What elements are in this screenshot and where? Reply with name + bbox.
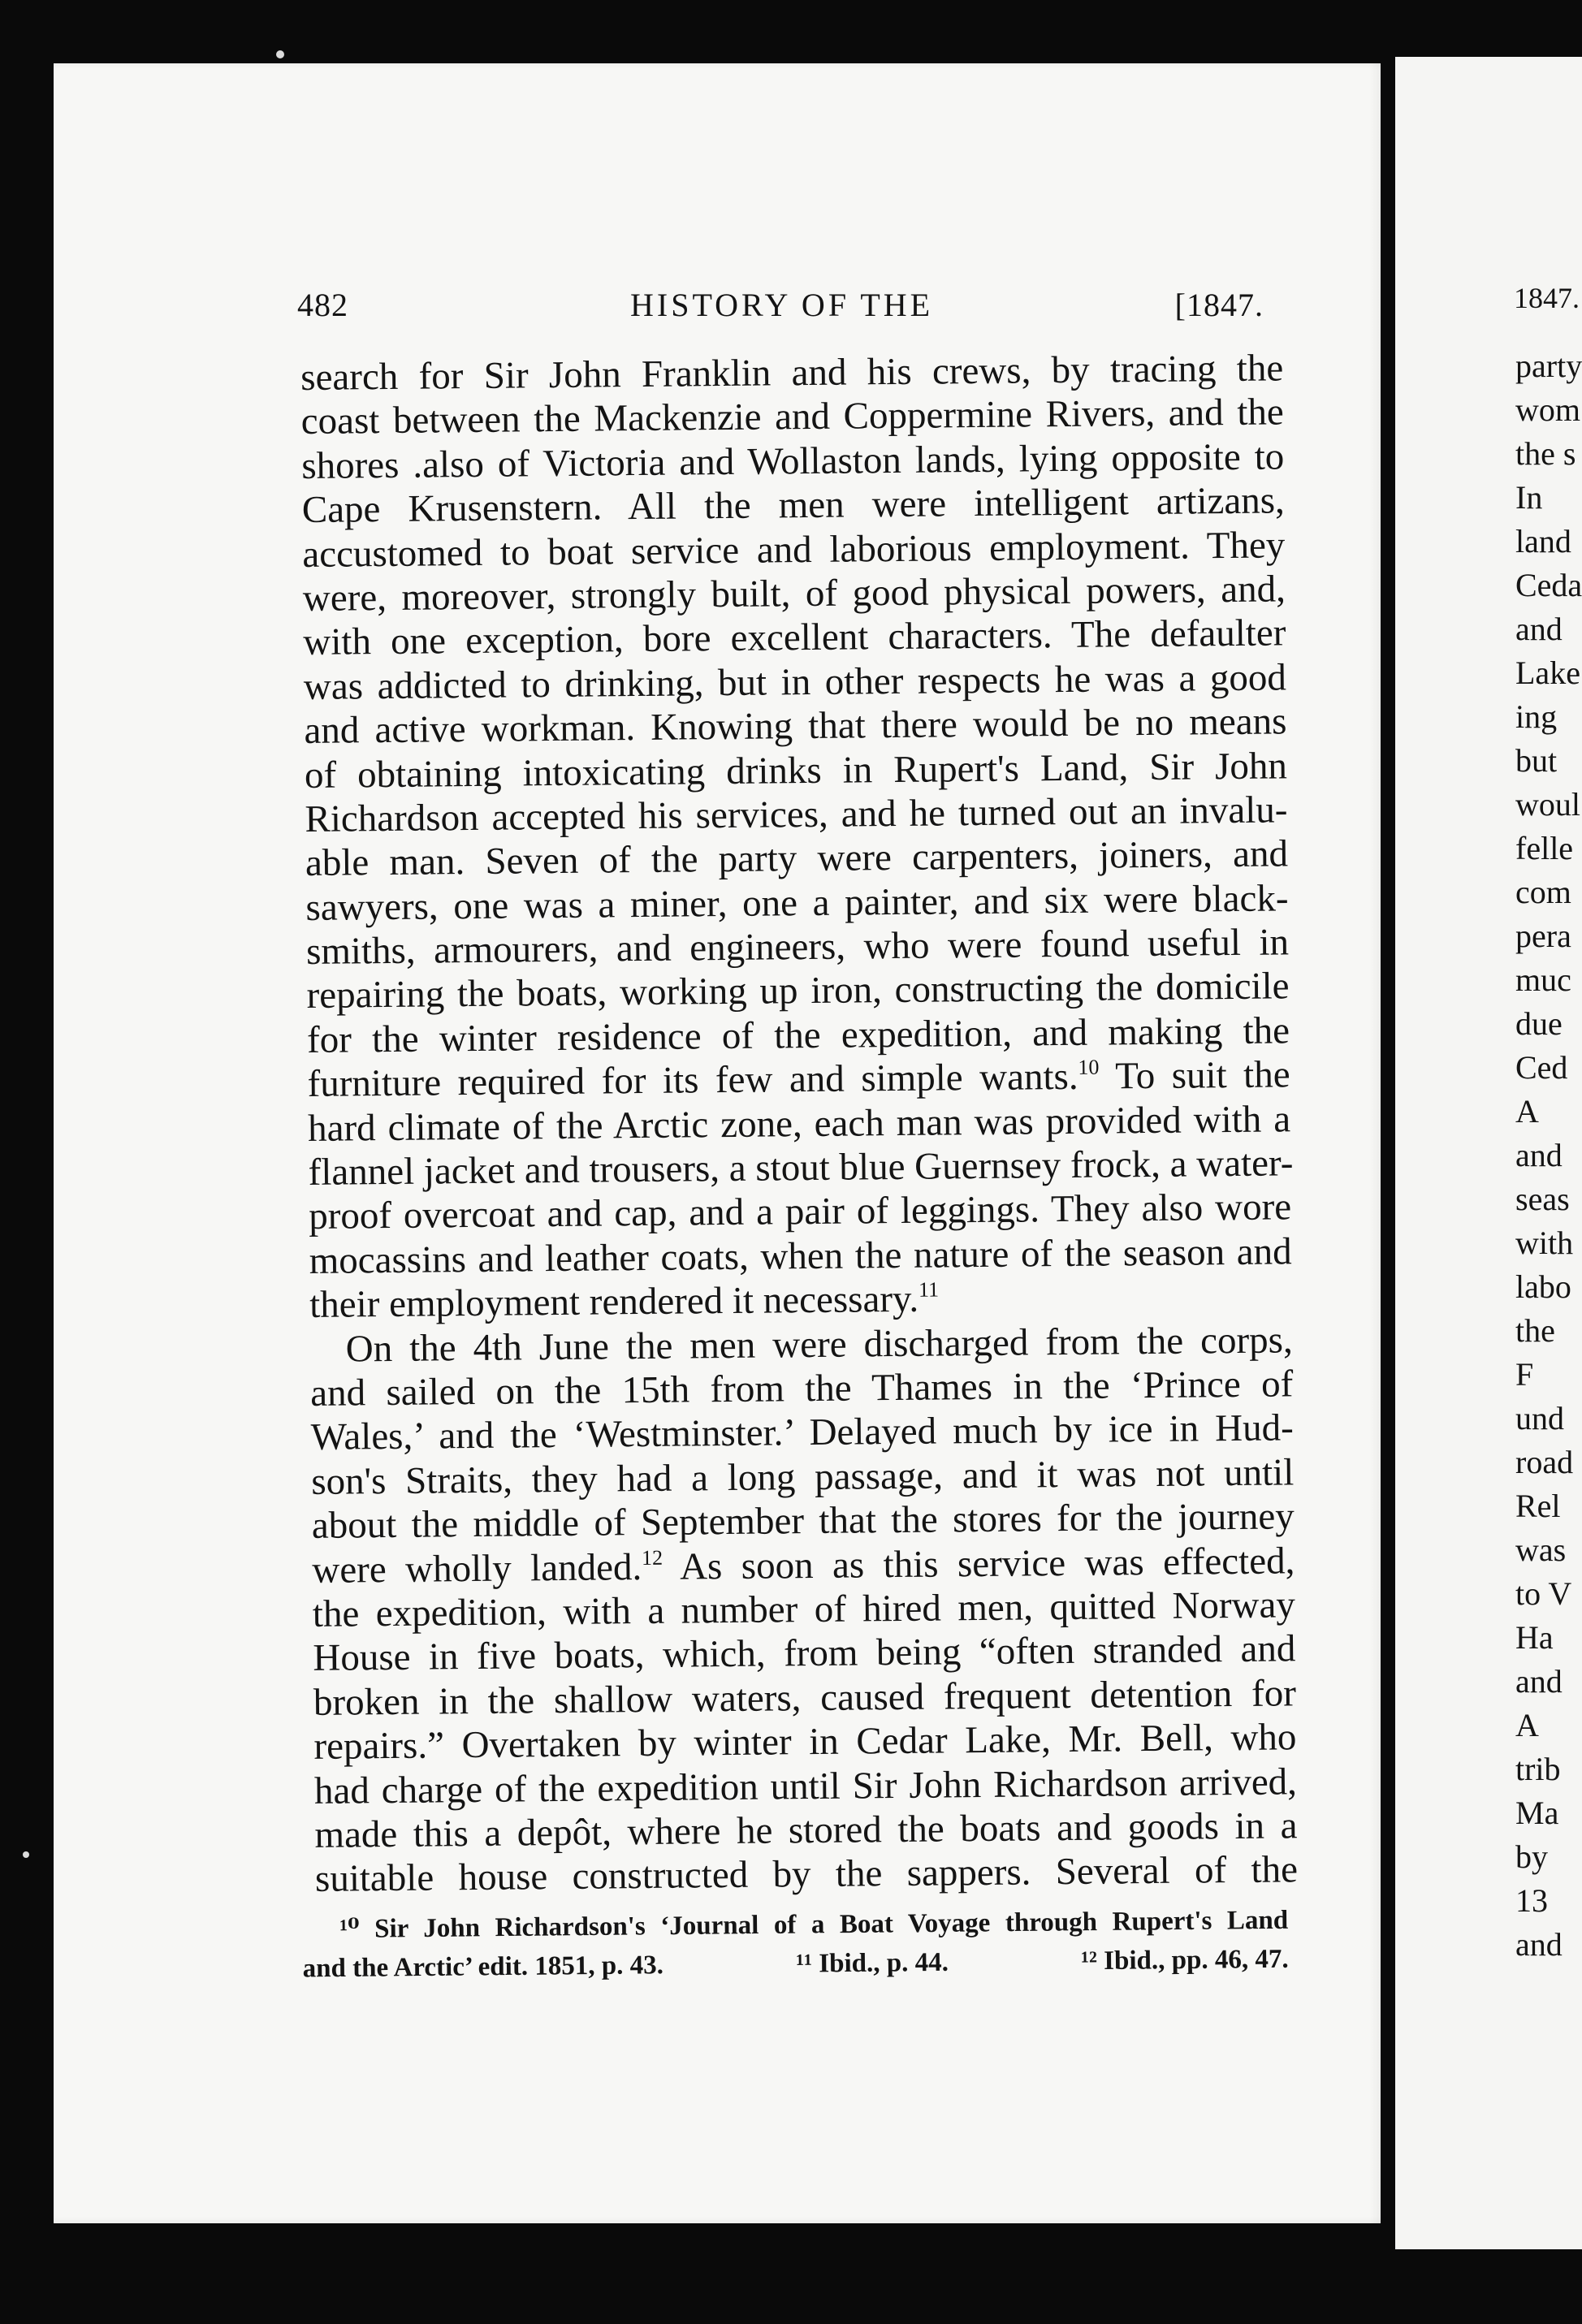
- footnotes: [302, 1901, 1289, 1988]
- text-line-content: furniture required for its few and simple wants.: [307, 1056, 1078, 1106]
- scan-speck: [23, 1851, 29, 1858]
- text-line-content: made this a depôt, where he stored the boats and goods in a: [314, 1804, 1298, 1856]
- text-line-content: Wales,’ and the ‘Westminster.’ Delayed much by ice in Hud-: [310, 1406, 1294, 1459]
- running-title: HISTORY OF THE: [630, 287, 934, 323]
- right-page-fragment: pera: [1515, 918, 1571, 954]
- right-page-fragment: Ceda: [1515, 567, 1582, 603]
- footnote-marker: 12: [641, 1545, 663, 1570]
- right-page-fragment: and: [1515, 1663, 1563, 1700]
- text-line-content: On the 4th June the men were discharged from the corps,: [345, 1318, 1293, 1371]
- right-page-fragment: und: [1515, 1400, 1564, 1436]
- right-page-fragment: and: [1515, 611, 1563, 647]
- text-line-content: flannel jacket and trousers, a stout blue Guernsey frock, a water-: [308, 1142, 1294, 1194]
- text-line-content: broken in the shallow waters, caused frequent detention for: [313, 1672, 1297, 1724]
- right-page-fragment: Ha: [1515, 1619, 1554, 1656]
- right-page-fragment: Rel: [1515, 1488, 1561, 1524]
- text-line-continuation: To suit the: [1099, 1053, 1290, 1098]
- page-number: 482: [297, 287, 348, 323]
- right-page-fragment: and: [1515, 1137, 1563, 1173]
- text-line-content: and active workman. Knowing that there would be no means: [304, 700, 1287, 753]
- right-page-fragment: was: [1515, 1531, 1567, 1568]
- right-page-fragment: wom: [1515, 391, 1580, 428]
- text-line-content: the expedition, with a number of hired men, quitted Norway: [312, 1583, 1296, 1635]
- spacer: [1515, 276, 1582, 344]
- text-line-content: Cape Krusenstern. All the men were intelligent artizans,: [301, 479, 1286, 532]
- text-line-content: accustomed to boat service and laborious employment. They: [302, 523, 1286, 576]
- text-line-content: able man. Seven of the party were carpenters, joiners, and: [305, 832, 1289, 885]
- text-line-content: for the winter residence of the expedition, and making the: [306, 1009, 1290, 1061]
- text-line-content: coast between the Mackenzie and Coppermine Rivers, and the: [300, 391, 1284, 443]
- right-page-text: [1515, 276, 1582, 2184]
- right-page-fragment: party: [1515, 348, 1582, 384]
- right-page-fragment: the: [1515, 1312, 1555, 1349]
- footnote-marker: 11: [918, 1277, 940, 1302]
- right-page-fragment: A: [1515, 1093, 1539, 1130]
- right-page-fragment: labo: [1515, 1268, 1571, 1305]
- text-line-content: of obtaining intoxicating drinks in Rupert's Land, Sir John: [304, 744, 1288, 797]
- right-page-fragment: In: [1515, 479, 1543, 516]
- text-line-content: suitable house constructed by the sappers. Several of the: [314, 1848, 1299, 1901]
- right-page-fragment: muc: [1515, 961, 1571, 998]
- right-page-fragment: felle: [1515, 830, 1574, 866]
- text-line: [315, 1848, 1298, 1902]
- text-line-content: search for Sir John Franklin and his crews, by tracing the: [300, 347, 1284, 399]
- text-line-continuation: As soon as this service was effected,: [662, 1539, 1295, 1588]
- right-page-fragment: due: [1515, 1005, 1563, 1042]
- right-page-fragment: 13: [1515, 1882, 1548, 1919]
- text-line-content: son's Straits, they had a long passage, and it was not until: [311, 1451, 1295, 1503]
- right-page-fragment: land: [1515, 523, 1571, 559]
- text-line-content: mocassins and leather coats, when the nature of the season and: [309, 1230, 1292, 1282]
- right-page-fragment: Ced: [1515, 1049, 1568, 1086]
- right-page-fragment: with: [1515, 1225, 1574, 1261]
- running-head: [297, 286, 1264, 335]
- right-page-fragment: Lake: [1515, 654, 1580, 691]
- text-line-content: were, moreover, strongly built, of good physical powers, and,: [302, 568, 1286, 620]
- text-line-content: House in five boats, which, from being “often stranded and: [313, 1627, 1296, 1680]
- text-line-content: and sailed on the 15th from the Thames in the ‘Prince of: [310, 1363, 1294, 1415]
- text-line-content: shores .also of Victoria and Wollaston lands, lying opposite to: [301, 435, 1285, 487]
- body-text: [300, 346, 1298, 1901]
- right-page-fragment: Ma: [1515, 1795, 1559, 1831]
- right-page-fragment: F: [1515, 1356, 1534, 1393]
- footnote-marker: 10: [1078, 1055, 1100, 1080]
- text-line-content: were wholly landed.: [312, 1545, 642, 1592]
- right-page-fragment: road: [1515, 1444, 1574, 1480]
- right-page-fragment: by: [1515, 1838, 1548, 1875]
- right-page-fragment: but: [1515, 742, 1558, 779]
- text-line-content: repairing the boats, working up iron, constructing the domicile: [306, 965, 1290, 1017]
- text-line-content: their employment rendered it necessary.: [309, 1277, 919, 1327]
- text-line-content: smiths, armourers, and engineers, who were found useful in: [305, 921, 1290, 974]
- footnote-segment: ¹¹ Ibid., p. 44.: [796, 1947, 949, 1979]
- right-page-fragment: the s: [1515, 435, 1576, 472]
- right-page-fragment: A: [1515, 1707, 1539, 1743]
- right-page-fragment: com: [1515, 874, 1571, 910]
- text-line-content: proof overcoat and cap, and a pair of leggings. They also wore: [308, 1186, 1292, 1238]
- text-line-content: hard climate of the Arctic zone, each man was provided with a: [307, 1097, 1291, 1150]
- footnote-segment: ¹² Ibid., pp. 46, 47.: [1081, 1944, 1289, 1976]
- right-page-fragment: ing: [1515, 698, 1558, 735]
- text-line-content: about the middle of September that the stores for the journey: [311, 1495, 1295, 1548]
- right-page-year: 1847.: [1514, 282, 1580, 314]
- footnote-line: ¹⁰ Sir John Richardson's ‘Journal of a Boat Voyage through Rupert's Land: [339, 1905, 1289, 1944]
- text-line-content: had charge of the expedition until Sir John Richardson arrived,: [313, 1760, 1298, 1812]
- right-page-fragment: woul: [1515, 786, 1580, 823]
- right-page-fragment: and: [1515, 1926, 1563, 1963]
- running-year: [1847.: [1174, 287, 1264, 323]
- scan-speck: [276, 50, 284, 58]
- footnote-segment: and the Arctic’ edit. 1851, p. 43.: [302, 1950, 664, 1984]
- right-page-fragment: to V: [1515, 1575, 1572, 1612]
- text-line-content: Richardson accepted his services, and he turned out an invalu-: [305, 788, 1288, 840]
- text-line-content: repairs.” Overtaken by winter in Cedar Lake, Mr. Bell, who: [313, 1716, 1297, 1769]
- text-line-content: sawyers, one was a miner, one a painter, and six were black-: [305, 877, 1289, 929]
- text-line-content: was addicted to drinking, but in other respects he was a good: [303, 656, 1287, 708]
- text-line-content: with one exception, bore excellent characters. The defaulter: [303, 611, 1286, 664]
- right-page-fragment: seas: [1515, 1181, 1570, 1217]
- right-page-fragment: trib: [1515, 1751, 1561, 1787]
